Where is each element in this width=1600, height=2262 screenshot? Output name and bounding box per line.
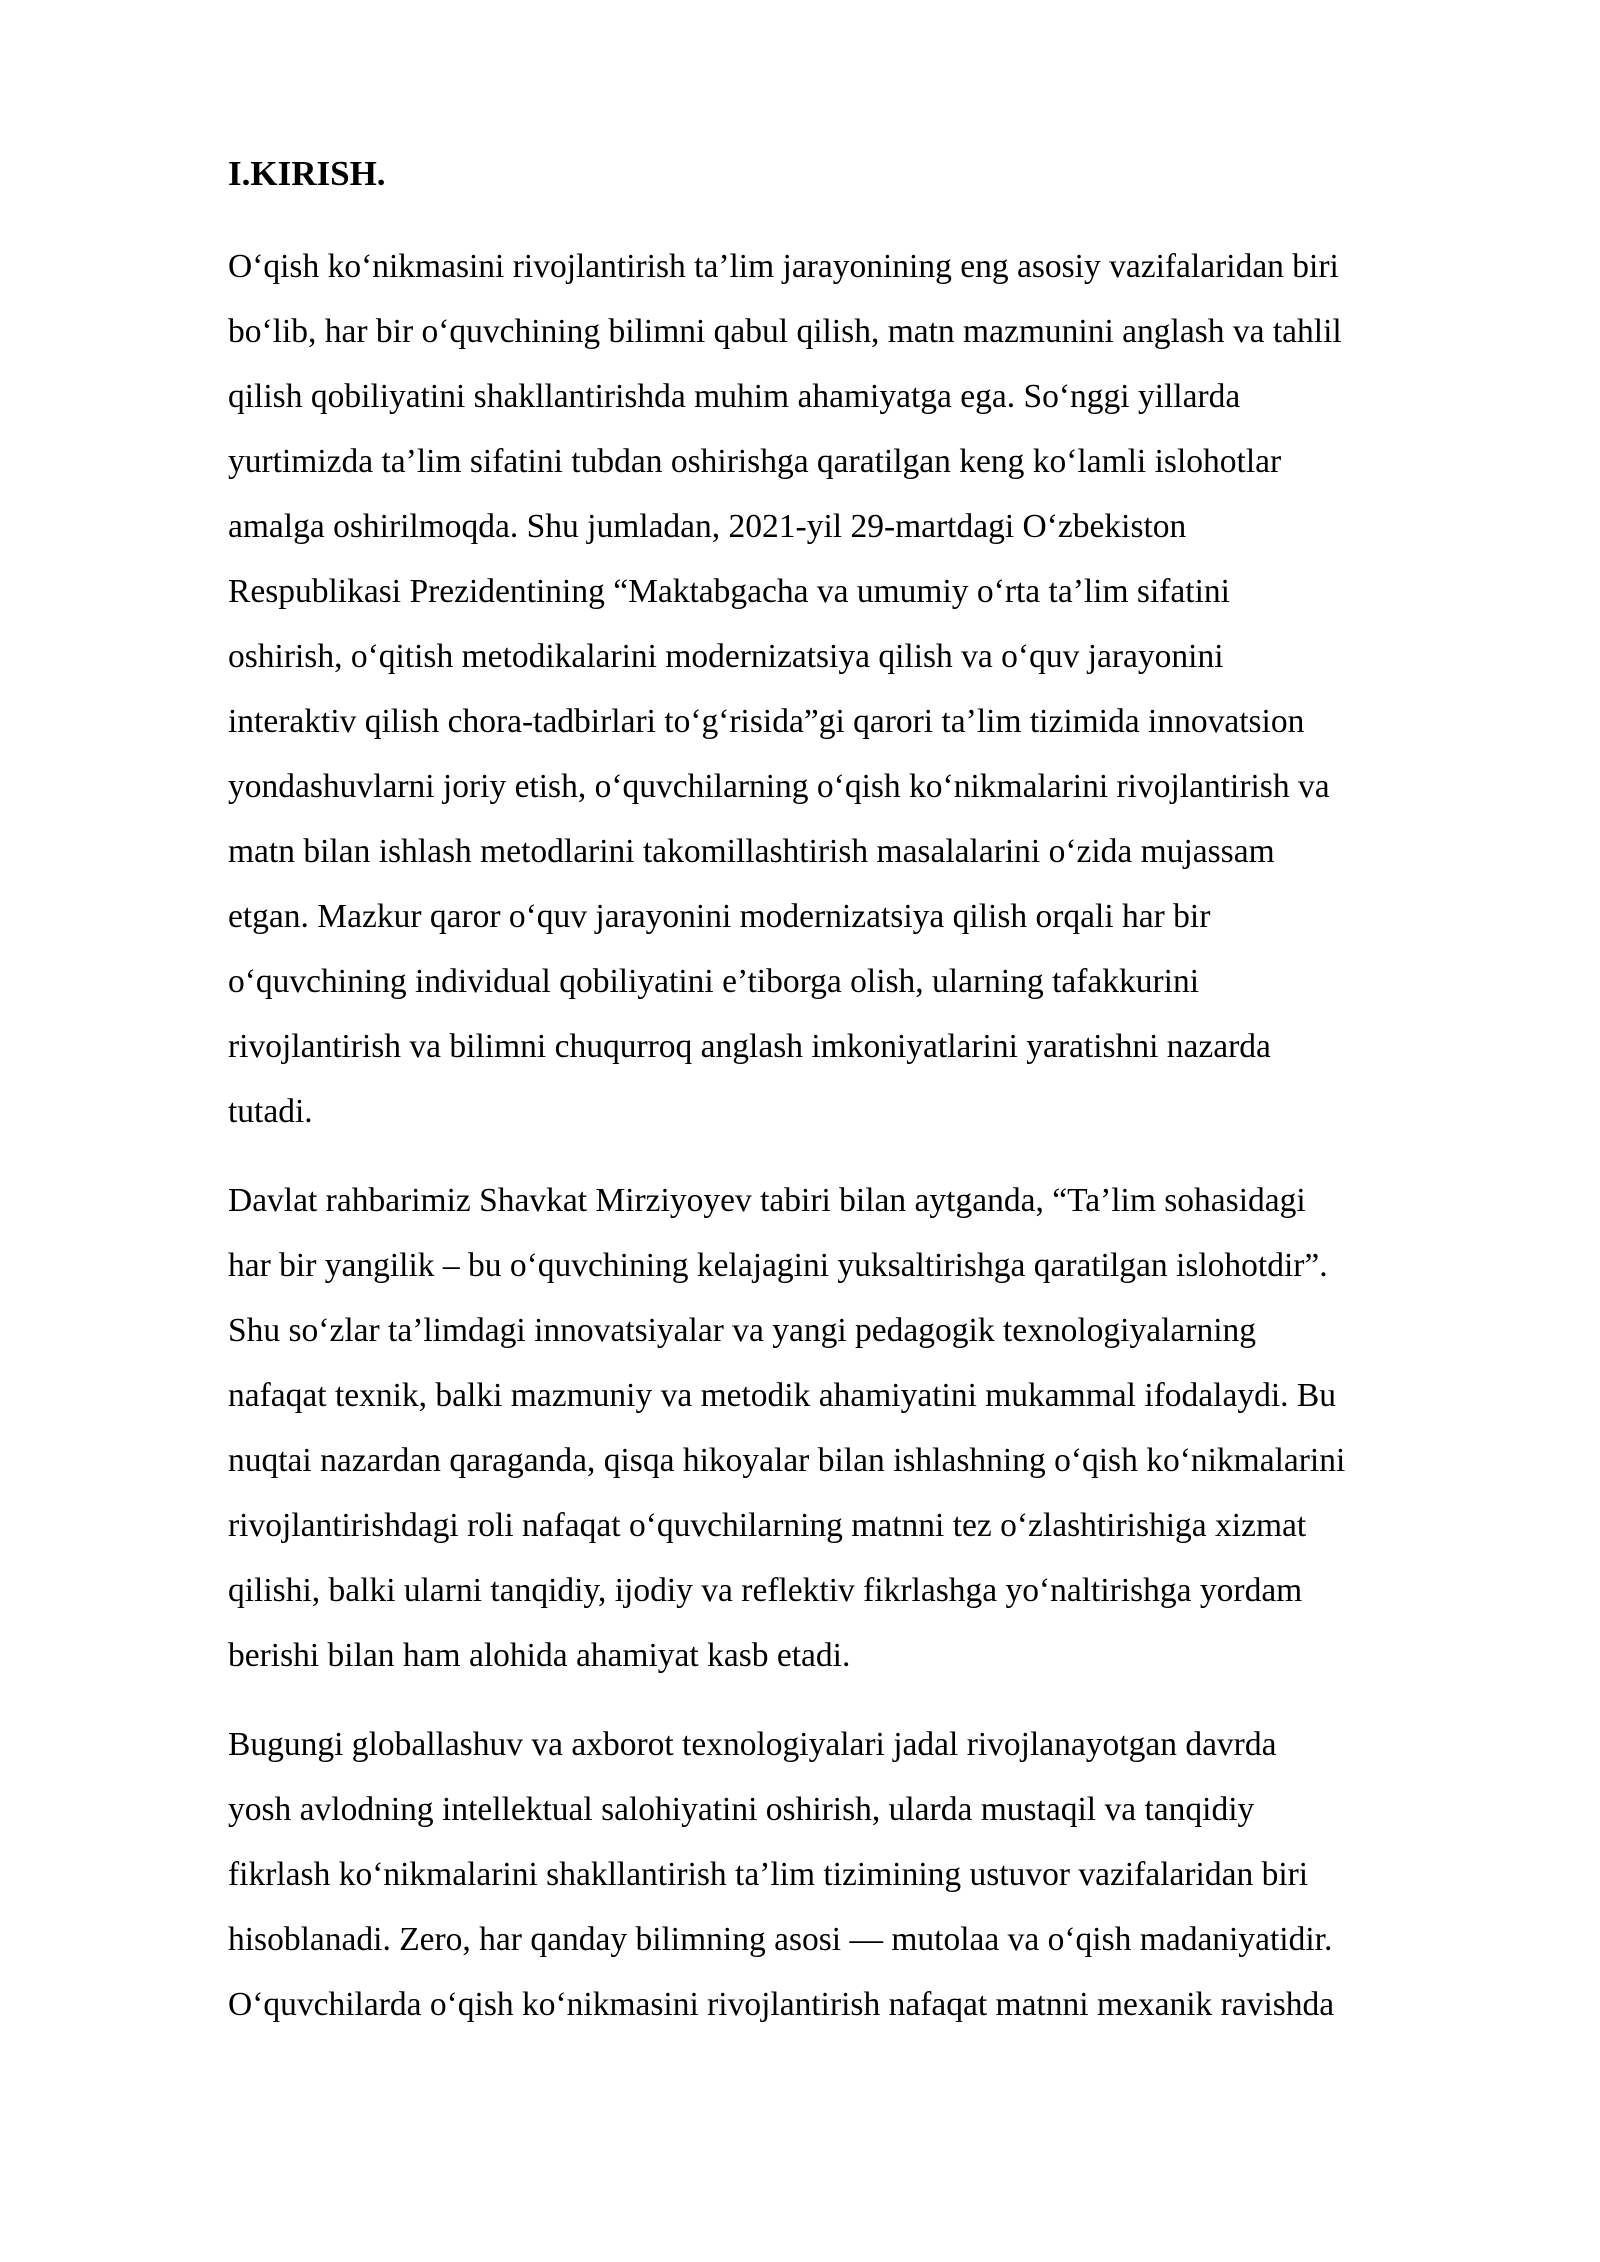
text-line: interaktiv qilish chora-tadbirlari to‘g‘risida”gi qarori ta’lim tizimida innovatsion xyxy=(228,703,1305,740)
text-line: bo‘lib, har bir o‘quvchining bilimni qabul qilish, matn mazmunini anglash va tahlil xyxy=(228,313,1342,350)
text-line: har bir yangilik – bu o‘quvchining kelajagini yuksaltirishga qaratilgan islohotdir”. xyxy=(228,1247,1328,1284)
text-line: fikrlash ko‘nikmalarini shakllantirish ta’lim tizimining ustuvor vazifalaridan biri xyxy=(228,1856,1309,1893)
text-line: oshirish, o‘qitish metodikalarini modernizatsiya qilish va o‘quv jarayonini xyxy=(228,638,1224,675)
text-line: O‘quvchilarda o‘qish ko‘nikmasini rivojlantirish nafaqat matnni mexanik ravishda xyxy=(228,1986,1335,2023)
text-line: nafaqat texnik, balki mazmuniy va metodik ahamiyatini mukammal ifodalaydi. Bu xyxy=(228,1377,1337,1414)
text-line: tutadi. xyxy=(228,1093,313,1130)
text-line: etgan. Mazkur qaror o‘quv jarayonini modernizatsiya qilish orqali har bir xyxy=(228,898,1211,935)
text-line: Respublikasi Prezidentining “Maktabgacha va umumiy o‘rta ta’lim sifatini xyxy=(228,573,1230,610)
text-line: o‘quvchining individual qobiliyatini e’tiborga olish, ularning tafakkurini xyxy=(228,963,1200,1000)
paragraph-2 xyxy=(228,1168,1503,1688)
text-line: rivojlantirishdagi roli nafaqat o‘quvchilarning matnni tez o‘zlashtirishiga xizmat xyxy=(228,1507,1307,1544)
text-line: Davlat rahbarimiz Shavkat Mirziyoyev tabiri bilan aytganda, “Ta’lim sohasidagi xyxy=(228,1182,1306,1219)
text-line: yurtimizda ta’lim sifatini tubdan oshirishga qaratilgan keng ko‘lamli islohotlar xyxy=(228,443,1282,480)
text-line: berishi bilan ham alohida ahamiyat kasb etadi. xyxy=(228,1637,851,1674)
text-line: qilish qobiliyatini shakllantirishda muhim ahamiyatga ega. So‘nggi yillarda xyxy=(228,378,1241,415)
text-line: yondashuvlarni joriy etish, o‘quvchilarning o‘qish ko‘nikmalarini rivojlantirish va xyxy=(228,768,1330,805)
paragraph-1 xyxy=(228,234,1503,1144)
document-body xyxy=(228,148,1503,2061)
text-line: hisoblanadi. Zero, har qanday bilimning asosi — mutolaa va o‘qish madaniyatidir. xyxy=(228,1921,1333,1958)
text-line: rivojlantirish va bilimni chuqurroq anglash imkoniyatlarini yaratishni nazarda xyxy=(228,1028,1271,1065)
text-line: matn bilan ishlash metodlarini takomillashtirish masalalarini o‘zida mujassam xyxy=(228,833,1275,870)
text-line: amalga oshirilmoqda. Shu jumladan, 2021-yil 29-martdagi O‘zbekiston xyxy=(228,508,1187,545)
text-line: Bugungi globallashuv va axborot texnologiyalari jadal rivojlanayotgan davrda xyxy=(228,1726,1277,1763)
text-line: nuqtai nazardan qaraganda, qisqa hikoyalar bilan ishlashning o‘qish ko‘nikmalarini xyxy=(228,1442,1346,1479)
text-line: Shu so‘zlar ta’limdagi innovatsiyalar va yangi pedagogik texnologiyalarning xyxy=(228,1312,1256,1349)
section-heading: I.KIRISH. xyxy=(228,154,386,193)
text-line: qilishi, balki ularni tanqidiy, ijodiy va reflektiv fikrlashga yo‘naltirishga yordam xyxy=(228,1572,1303,1609)
paragraph-3 xyxy=(228,1712,1503,2037)
text-line: O‘qish ko‘nikmasini rivojlantirish ta’lim jarayonining eng asosiy vazifalaridan biri xyxy=(228,248,1339,285)
text-line: yosh avlodning intellektual salohiyatini oshirish, ularda mustaqil va tanqidiy xyxy=(228,1791,1255,1828)
